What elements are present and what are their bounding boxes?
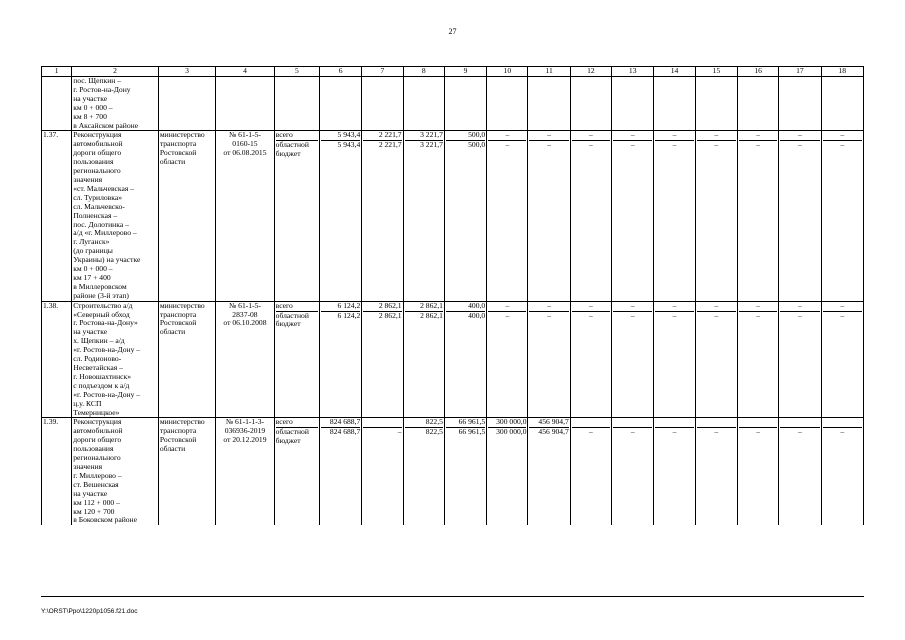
cell-line: пос. Щепкин – [73, 76, 122, 85]
cell-line: регионального [73, 166, 121, 176]
total-value [697, 418, 736, 427]
header-cell: 6 [320, 67, 362, 77]
total-value [823, 418, 862, 427]
total-value: 2 221,7 [378, 130, 402, 140]
header-cell: 15 [695, 67, 737, 77]
regional-value: – [488, 140, 526, 150]
table-row-continuation [42, 77, 864, 131]
regional-value: 2 862,1 [405, 311, 443, 321]
value-cell [403, 418, 444, 525]
cell-line: ц.у. КСП [73, 398, 102, 408]
regional-value: – [780, 311, 819, 321]
table-row [42, 131, 864, 301]
source-total: всего [275, 301, 293, 310]
cell-line: транспорта [159, 426, 197, 436]
cell-line: Строительство а/д [73, 301, 133, 310]
table-row [42, 301, 864, 418]
cell-line: министерство [159, 301, 205, 310]
cell-line: Реконструкция [73, 417, 122, 427]
row-number: 1.37. [42, 131, 72, 301]
cell-line: сл. Родионово- [73, 354, 122, 364]
total-value: – [756, 130, 761, 140]
value-cell [821, 301, 863, 418]
regional-value: – [613, 311, 652, 321]
cell-line: Несветайская – [73, 363, 123, 372]
total-value: – [589, 130, 593, 140]
owner-cell [158, 131, 215, 301]
cell-line: Ростовской [159, 148, 197, 158]
header-cell: 4 [216, 67, 274, 77]
regional-value: 5 943,4 [321, 140, 360, 150]
value-cell [779, 418, 821, 525]
cell-line: области [159, 157, 186, 167]
total-value [780, 418, 819, 427]
cell-line: Полненская – [73, 210, 118, 220]
total-value: – [714, 301, 719, 310]
value-cell [821, 131, 863, 301]
cell-line: г. Ростов-на-Дону [73, 84, 131, 94]
value-cell [695, 301, 737, 418]
value-cell [695, 418, 737, 525]
cell-line: № 61-1-5- [229, 130, 261, 140]
cell-line: сл. Туриловка» [73, 192, 123, 202]
value-cell [444, 418, 486, 525]
value-cell [737, 131, 778, 301]
cell-line: пос. Долотинка – [73, 219, 129, 229]
header-cell: 12 [570, 67, 611, 77]
cell-line: км 0 + 000 – [73, 102, 113, 112]
regional-value: – [823, 140, 862, 150]
total-value: 400,0 [468, 301, 486, 310]
regional-value: – [613, 140, 652, 150]
total-value: 824 688,7 [329, 417, 361, 427]
value-cell [654, 131, 695, 301]
value-cell [487, 301, 528, 418]
cell-line: «г. Ростов-на-Дону – [73, 389, 141, 399]
cell-line: от 20.12.2019 [223, 435, 267, 445]
value-cell [403, 301, 444, 418]
value-cell [320, 418, 362, 525]
value-cell [528, 131, 570, 301]
source-regional: бюджет [275, 436, 301, 446]
cell-line: км 112 + 000 – [73, 497, 120, 507]
cell-line: «ст. Мальчевская – [73, 183, 135, 193]
cell-line: автомобильной [73, 426, 123, 436]
cell-line: области [159, 444, 186, 454]
cell-line: пользования [73, 444, 114, 454]
cell-line: 2837-08 [232, 309, 258, 319]
value-cell [737, 418, 778, 525]
regional-value: 2 221,7 [363, 140, 401, 150]
cell-line: Темерницкое» [73, 407, 120, 417]
value-cell [695, 131, 737, 301]
table-row [42, 418, 864, 525]
regional-value: – [780, 427, 819, 437]
header-cell: 18 [821, 67, 863, 77]
total-value: – [756, 301, 761, 310]
total-value: – [840, 301, 845, 310]
cell-line: на участке [73, 488, 108, 498]
cell-line: Украины) на участке [73, 255, 141, 265]
total-value [739, 418, 777, 427]
regional-value: – [655, 311, 693, 321]
value-cell [444, 301, 486, 418]
total-value: 3 221,7 [420, 130, 443, 140]
total-value: 500,0 [468, 130, 486, 140]
regional-value: 3 221,7 [405, 140, 443, 150]
cell-line: значения [73, 461, 103, 471]
cell-line: от 06.10.2008 [223, 318, 267, 328]
cell-line: № 61-1-5- [229, 301, 261, 310]
regional-value: – [739, 140, 777, 150]
total-value: 300 000,0 [496, 417, 527, 427]
source-regional: областной [276, 140, 318, 150]
funding-source-cell [274, 131, 319, 301]
header-cell: 10 [487, 67, 528, 77]
total-value [655, 418, 693, 427]
cell-line: районе (3-й этап) [73, 290, 129, 300]
total-value: 2 862,1 [378, 301, 402, 310]
cell-line: транспорта [159, 309, 197, 319]
owner-cell [158, 301, 215, 418]
cell-line: 036936-2019 [224, 426, 266, 436]
regional-value: 824 688,7 [321, 427, 360, 437]
cell-line: в Боковском районе [73, 515, 137, 525]
total-value: – [547, 301, 552, 310]
cell-line: км 0 + 000 – [73, 264, 113, 274]
source-regional: областной [276, 427, 318, 437]
regional-value: – [488, 311, 526, 321]
cell-line: Ростовской [159, 435, 197, 445]
total-value: – [630, 130, 635, 140]
regional-value: 2 862,1 [363, 311, 401, 321]
regional-value: 6 124,2 [321, 311, 360, 321]
cell-line: км 120 + 700 [73, 506, 115, 516]
value-cell [528, 301, 570, 418]
regional-value: – [739, 311, 777, 321]
value-cell [362, 131, 403, 301]
cell-line: км 8 + 700 [73, 111, 107, 121]
header-cell: 11 [528, 67, 570, 77]
footer-file-path: Y:\ORST\Ppo\1220p1056.f21.doc [41, 608, 138, 615]
cell-line: на участке [73, 327, 108, 337]
total-value [572, 418, 610, 427]
total-value [613, 418, 652, 427]
total-value: – [798, 301, 802, 310]
object-name-cell [72, 131, 159, 301]
total-value: 6 124,2 [337, 301, 361, 310]
value-cell [320, 131, 362, 301]
cell-line: на участке [73, 93, 108, 103]
value-cell [528, 418, 570, 525]
total-value: – [714, 130, 719, 140]
header-cell: 17 [779, 67, 821, 77]
source-total: всего [275, 130, 293, 140]
value-cell [487, 131, 528, 301]
regional-value: – [697, 427, 736, 437]
cell-line: г. Ростова-на-Дону» [73, 318, 138, 328]
regional-value: 456 904,7 [529, 427, 568, 437]
regional-value: – [529, 311, 568, 321]
regional-value: 400,0 [446, 311, 485, 321]
total-value: – [589, 301, 593, 310]
cell-line: с подъездом к а/д [73, 380, 130, 390]
regional-value: – [363, 427, 401, 437]
total-value: – [798, 130, 802, 140]
value-cell [654, 418, 695, 525]
regional-value: – [823, 427, 862, 437]
cell-line: «Северный обход [73, 309, 130, 319]
value-cell [612, 131, 654, 301]
value-cell [612, 301, 654, 418]
value-cell [403, 131, 444, 301]
regional-value: – [655, 427, 693, 437]
cell-line: км 17 + 400 [73, 272, 111, 282]
value-cell [737, 301, 778, 418]
cell-line: Ростовской [159, 318, 197, 328]
regional-value: – [697, 140, 736, 150]
financing-table [41, 66, 864, 525]
total-value: 66 961,5 [458, 417, 486, 427]
cell-line: 0160-15 [232, 139, 258, 149]
header-cell: 5 [274, 67, 319, 77]
code-cell [216, 301, 274, 418]
total-value [363, 418, 401, 427]
total-value: – [547, 130, 552, 140]
total-value: 5 943,4 [337, 130, 361, 140]
cell-line: г. Луганск» [73, 237, 110, 247]
table-bottom-border [41, 596, 864, 597]
total-value: 2 862,1 [420, 301, 443, 310]
value-cell [487, 418, 528, 525]
value-cell [779, 301, 821, 418]
cell-line: сл. Мальчевско- [73, 201, 125, 211]
header-cell: 7 [362, 67, 403, 77]
cell-line: пользования [73, 157, 114, 167]
regional-value: – [572, 427, 610, 437]
cell-line: в Миллеровском [73, 281, 127, 291]
cell-line: дороги общего [73, 148, 122, 158]
value-cell [612, 418, 654, 525]
total-value: – [840, 130, 845, 140]
regional-value: – [613, 427, 652, 437]
value-cell [444, 131, 486, 301]
header-cell: 13 [612, 67, 654, 77]
header-cell: 16 [737, 67, 778, 77]
object-name-cell [72, 301, 159, 418]
header-cell: 14 [654, 67, 695, 77]
source-regional: областной [276, 311, 318, 321]
regional-value: 822,5 [405, 427, 443, 437]
cell-line: г. Новошахтинск» [73, 371, 132, 381]
value-cell [821, 418, 863, 525]
header-cell: 3 [158, 67, 215, 77]
total-value: – [505, 130, 510, 140]
code-cell [216, 418, 274, 525]
source-total: всего [275, 417, 293, 427]
table-header-row [42, 67, 864, 77]
total-value: 456 904,7 [538, 417, 569, 427]
row-number: 1.39. [42, 418, 72, 525]
cell-line: Реконструкция [73, 130, 122, 140]
regional-value: – [529, 140, 568, 150]
regional-value: – [739, 427, 777, 437]
regional-value: – [823, 311, 862, 321]
cell-line: в Аксайском районе [73, 120, 139, 130]
code-cell [216, 131, 274, 301]
cell-line: ст. Вешенская [73, 479, 119, 489]
object-name-cell [72, 418, 159, 525]
value-cell [654, 301, 695, 418]
value-cell [320, 301, 362, 418]
cell-line: министерство [159, 417, 205, 427]
total-value: – [672, 130, 677, 140]
owner-cell [158, 418, 215, 525]
value-cell [570, 301, 611, 418]
header-cell: 8 [403, 67, 444, 77]
source-regional: бюджет [275, 149, 301, 159]
regional-value: – [572, 311, 610, 321]
value-cell [779, 131, 821, 301]
value-cell [362, 418, 403, 525]
total-value: – [505, 301, 510, 310]
value-cell [362, 301, 403, 418]
cell-line: от 06.08.2015 [223, 148, 267, 158]
cell-line: министерство [159, 130, 205, 140]
header-cell: 2 [72, 67, 159, 77]
funding-source-cell [274, 418, 319, 525]
regional-value: – [655, 140, 693, 150]
total-value: – [630, 301, 635, 310]
page-number: 27 [448, 27, 457, 36]
cell-line: № 61-1-1-3- [225, 417, 265, 427]
regional-value: 300 000,0 [488, 427, 526, 437]
cell-line: а/д «г. Миллерово – [73, 228, 137, 238]
header-cell: 9 [444, 67, 486, 77]
regional-value: 66 961,5 [446, 427, 485, 437]
funding-source-cell [274, 301, 319, 418]
cell-line: (до границы [73, 246, 113, 256]
regional-value: – [572, 140, 610, 150]
total-value: 822,5 [425, 417, 443, 427]
source-regional: бюджет [275, 319, 301, 329]
cell-line: регионального [73, 453, 121, 463]
cell-line: транспорта [159, 139, 197, 149]
cell-line: «г. Ростов-на-Дону – [73, 345, 141, 355]
value-cell [570, 418, 611, 525]
continuation-name-cell [72, 77, 159, 131]
cell-line: автомобильной [73, 139, 123, 149]
value-cell [570, 131, 611, 301]
cell-line: значения [73, 174, 103, 184]
cell-line: г. Миллерово – [73, 470, 122, 480]
regional-value: 500,0 [446, 140, 485, 150]
regional-value: – [780, 140, 819, 150]
cell-line: х. Щепкин – а/д [73, 336, 125, 346]
regional-value: – [697, 311, 736, 321]
cell-line: дороги общего [73, 435, 122, 445]
cell-line: области [159, 327, 186, 337]
total-value: – [672, 301, 677, 310]
header-cell: 1 [42, 67, 72, 77]
row-number: 1.38. [42, 301, 72, 418]
